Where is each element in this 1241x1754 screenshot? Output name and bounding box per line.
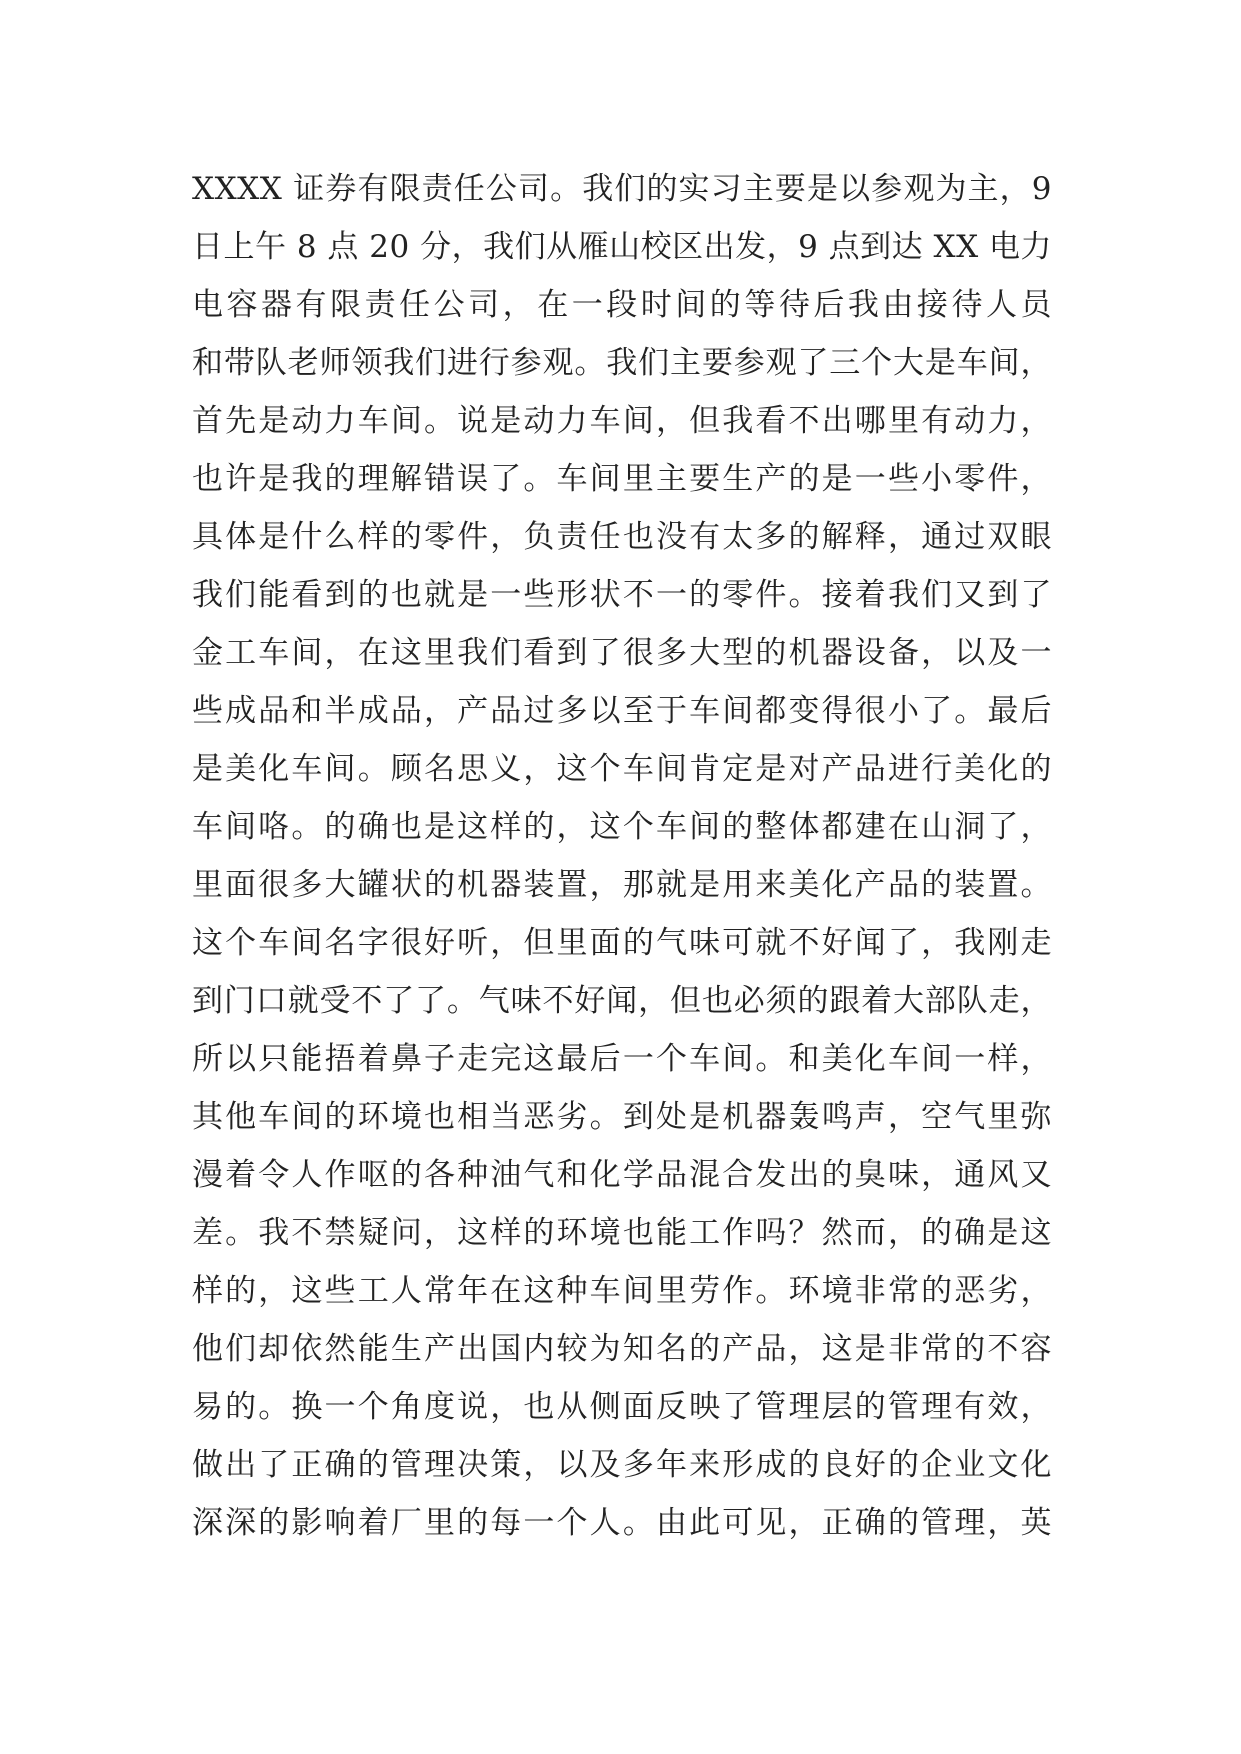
text-line: 深深的影响着厂里的每一个人。由此可见，正确的管理，英 — [192, 1505, 1052, 1541]
text-line: 和带队老师领我们进行参观。我们主要参观了三个大是车间， — [192, 345, 1052, 381]
text-line: 金工车间，在这里我们看到了很多大型的机器设备，以及一 — [192, 635, 1052, 671]
text-line: 里面很多大罐状的机器装置，那就是用来美化产品的装置。 — [192, 867, 1052, 903]
text-line: 我们能看到的也就是一些形状不一的零件。接着我们又到了 — [192, 577, 1052, 613]
text-line: 所以只能捂着鼻子走完这最后一个车间。和美化车间一样， — [192, 1041, 1052, 1077]
text-line: 其他车间的环境也相当恶劣。到处是机器轰鸣声，空气里弥 — [192, 1099, 1052, 1135]
text-line: 他们却依然能生产出国内较为知名的产品，这是非常的不容 — [192, 1331, 1052, 1367]
text-line: 到门口就受不了了。气味不好闻，但也必须的跟着大部队走， — [192, 983, 1052, 1019]
text-line: 也许是我的理解错误了。车间里主要生产的是一些小零件， — [192, 461, 1052, 497]
text-line: 电容器有限责任公司，在一段时间的等待后我由接待人员 — [192, 287, 1052, 323]
text-line: 是美化车间。顾名思义，这个车间肯定是对产品进行美化的 — [192, 751, 1052, 787]
text-line: 些成品和半成品，产品过多以至于车间都变得很小了。最后 — [192, 693, 1052, 729]
text-line: XXXX 证券有限责任公司。我们的实习主要是以参观为主，9 — [192, 171, 1052, 207]
text-line: 首先是动力车间。说是动力车间，但我看不出哪里有动力， — [192, 403, 1052, 439]
text-line: 具体是什么样的零件，负责任也没有太多的解释，通过双眼 — [192, 519, 1052, 555]
text-line: 易的。换一个角度说，也从侧面反映了管理层的管理有效， — [192, 1389, 1052, 1425]
text-line: 车间咯。的确也是这样的，这个车间的整体都建在山洞了， — [192, 809, 1052, 845]
text-line: 日上午 8 点 20 分，我们从雁山校区出发，9 点到达 XX 电力 — [192, 229, 1053, 265]
text-line: 这个车间名字很好听，但里面的气味可就不好闻了，我刚走 — [192, 925, 1052, 961]
text-line: 样的，这些工人常年在这种车间里劳作。环境非常的恶劣， — [192, 1273, 1052, 1309]
body-text — [192, 160, 1052, 1552]
text-line: 做出了正确的管理决策，以及多年来形成的良好的企业文化 — [192, 1447, 1052, 1483]
text-line: 漫着令人作呕的各种油气和化学品混合发出的臭味，通风又 — [192, 1157, 1052, 1193]
text-line: 差。我不禁疑问，这样的环境也能工作吗？然而，的确是这 — [192, 1215, 1052, 1251]
